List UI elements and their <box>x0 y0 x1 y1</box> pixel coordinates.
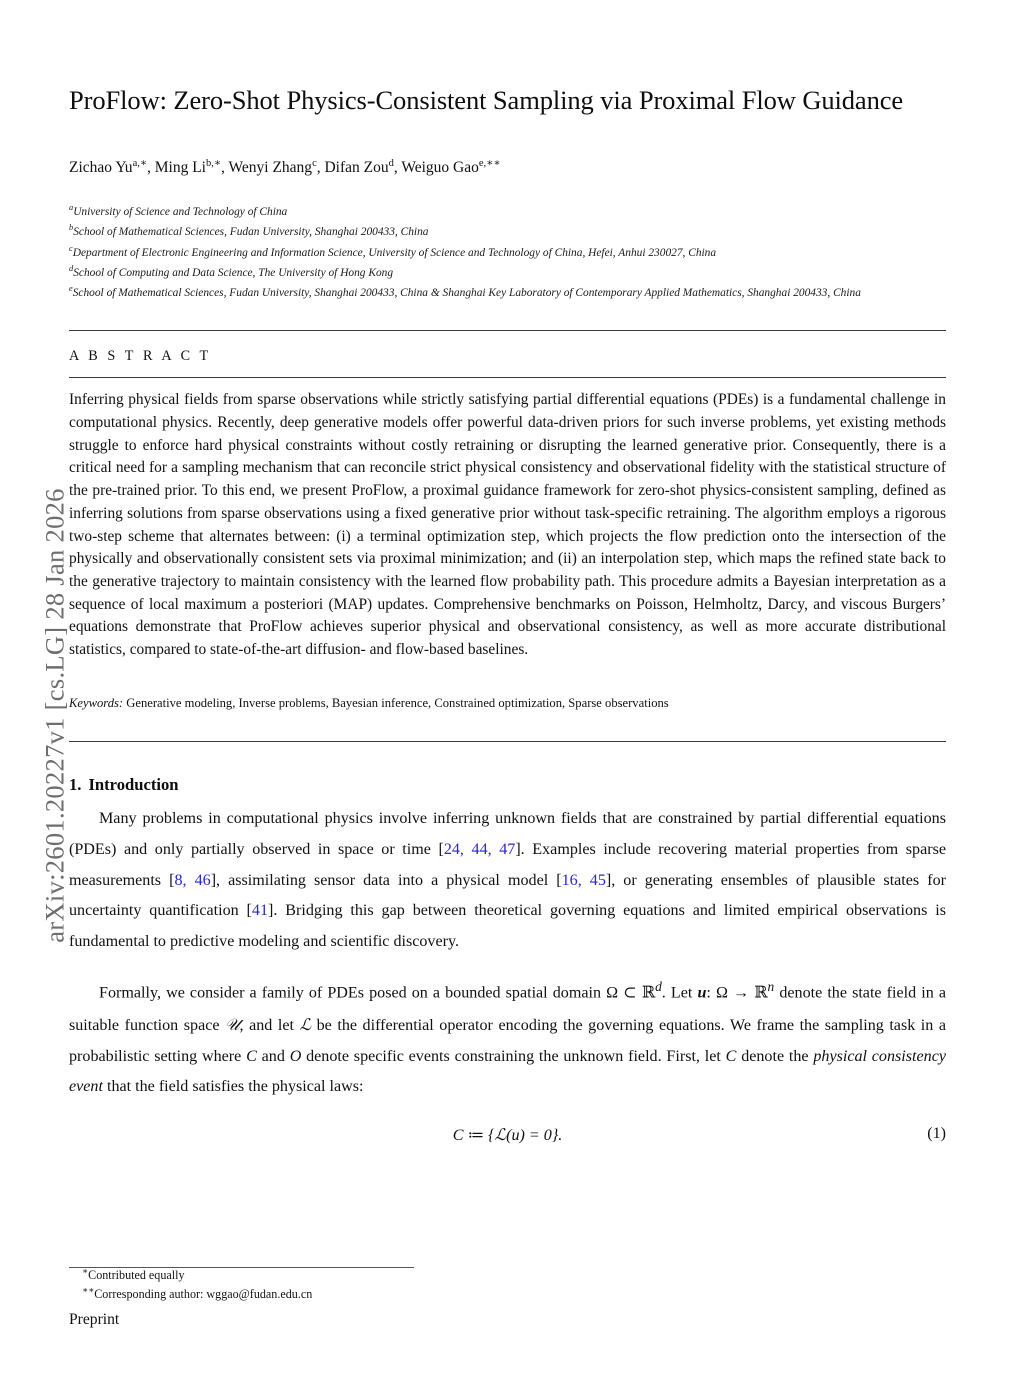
author-entry <box>69 159 147 176</box>
abstract-mid-rule <box>69 377 946 378</box>
equation-number: (1) <box>927 1125 946 1143</box>
author-entry <box>401 159 500 176</box>
affiliation-text: School of Mathematical Sciences, Fudan University, Shanghai 200433, China <box>73 226 429 239</box>
math-symbol-u: u <box>697 984 707 1002</box>
abstract-top-rule <box>69 330 946 331</box>
affiliation-text: Department of Electronic Engineering and Information Science, University of Science and Technology of China, Hefei, Anhui 230027, China <box>72 246 717 259</box>
affiliation-text: University of Science and Technology of China <box>73 205 288 218</box>
affiliation-item <box>69 221 946 241</box>
text-segment: ]. Bridging this gap between theoretical governing equations and limited empirical observations is fundamental to predictive modeling and scientific discovery. <box>69 902 946 951</box>
text-segment: ], assimilating sensor data into a physical model [ <box>210 871 562 889</box>
author-affiliation-mark: e,∗∗ <box>478 158 501 170</box>
affiliation-item <box>69 282 946 302</box>
math-superscript: d <box>655 979 662 995</box>
author-affiliation-mark: c <box>312 158 317 170</box>
affiliation-item <box>69 201 946 221</box>
author-affiliation-mark: d <box>388 158 394 170</box>
author-list: Zichao $Yu^{a,∗}$, Ming $Li^{b,∗}$, Wenyi Zhang$^c$, Difan Zou$^d$, Weiguo Gao$^{e,∗∗}$ <box>69 158 501 177</box>
affiliation-mark: c <box>69 243 73 253</box>
math-symbol-script-u: 𝒰 <box>225 1014 240 1034</box>
affiliation-mark: e <box>69 284 73 294</box>
section-heading-introduction <box>69 775 946 795</box>
author-entry <box>324 159 393 176</box>
preprint-label: Preprint <box>69 1311 120 1328</box>
footnote-mark: ∗ <box>82 1266 89 1276</box>
author-entry <box>155 159 221 176</box>
paragraph-intro-2 <box>69 974 946 1103</box>
abstract-text: Inferring physical fields from sparse observations while strictly satisfying partial differential equations (PDEs) is a fundamental challenge in computational physics. Recently, deep generative models offer powerful data-driven priors for such inverse problems, yet existing methods struggle to enforce hard physical constraints without costly retraining or disrupting the learned generative prior. Consequently, there is a critical need for a sampling mechanism that can reconcile strict physical consistency and observational fidelity with the statistical structure of the pre-trained prior. To this end, we present ProFlow, a proximal guidance framework for zero-shot physics-consistent sampling, defined as inferring solutions from sparse observations using a fixed generative prior without task-specific retraining. The algorithm employs a rigorous two-step scheme that alternates between: (i) a terminal optimization step, which projects the flow prediction onto the intersection of the physically and observationally consistent sets via proximal minimization; and (ii) an interpolation step, which maps the refined state back to the generative trajectory to maintain consistency with the learned flow probability path. This procedure admits a Bayesian interpretation as a sequence of local maximum a posteriori (MAP) updates. Comprehensive benchmarks on Poisson, Helmholtz, Darcy, and viscous Burgers’ equations demonstrate that ProFlow achieves superior physical and observational consistency, as well as more accurate distributional statistics, compared to state-of-the-art diffusion- and flow-based baselines. <box>69 391 946 659</box>
text-segment: Formally, we consider a family of PDEs posed on a bounded spatial domain Ω ⊂ ℝ <box>99 984 656 1002</box>
math-symbol-o: O <box>289 1047 302 1065</box>
affiliation-item <box>69 262 946 282</box>
page-title: ProFlow: Zero-Shot Physics-Consistent Sampling via Proximal Flow Guidance <box>69 85 904 115</box>
text-segment: denote the state field in a suitable function space <box>69 984 946 1034</box>
author-name: Zichao Yu <box>69 159 133 177</box>
affiliation-mark: b <box>69 223 74 233</box>
citation-ref[interactable]: 8, 46 <box>174 871 211 889</box>
footnote-text: Corresponding author: wggao@fudan.edu.cn <box>94 1287 313 1302</box>
equation-1 <box>69 1125 946 1145</box>
author-affiliation-mark: a,∗ <box>132 158 147 170</box>
citation-ref[interactable]: 24, 44, 47 <box>443 840 516 858</box>
citation-ref[interactable]: 41 <box>251 902 269 920</box>
equation-body: C ≔ {ℒ(u) = 0}. <box>452 1127 563 1145</box>
affiliation-mark: a <box>69 202 74 212</box>
text-segment: : Ω → ℝ <box>706 984 768 1002</box>
author-affiliation-mark: b,∗ <box>206 158 222 170</box>
affiliation-text: School of Computing and Data Science, The University of Hong Kong <box>73 266 394 279</box>
citation-ref[interactable]: 16, 45 <box>561 871 606 889</box>
text-segment: , and let <box>239 1016 300 1034</box>
math-symbol-c: C <box>246 1047 257 1065</box>
text-segment: and <box>256 1047 290 1065</box>
math-symbol-script-l: ℒ <box>299 1014 312 1034</box>
text-segment: Many problems in computational physics involve inferring unknown fields that are constrained by partial differential equations (PDEs) and only partially observed in space or time [ <box>69 809 946 858</box>
text-segment: ], or generating ensembles of plausible states for uncertainty quantification [ <box>69 871 947 920</box>
keywords-values: Generative modeling, Inverse problems, Bayesian inference, Constrained optimization, Sparse observations <box>126 695 669 710</box>
text-segment: . Let <box>661 984 698 1002</box>
author-name: Difan Zou <box>324 159 389 177</box>
keywords-line <box>69 694 946 713</box>
affiliation-mark: d <box>69 263 74 273</box>
math-superscript: n <box>767 979 775 995</box>
math-symbol-c: C <box>725 1047 737 1065</box>
author-name: Wenyi Zhang <box>228 159 313 177</box>
paper-content-column <box>69 0 946 1145</box>
keywords-label: Keywords: <box>69 695 124 710</box>
section-title: Introduction <box>88 774 179 794</box>
footnote-item <box>69 1284 669 1303</box>
arxiv-stamp: arXiv:2601.20227v1 [cs.LG] 28 Jan 2026 <box>39 488 70 943</box>
author-name: Weiguo Gao <box>401 159 479 177</box>
section-number: 1. <box>69 774 82 794</box>
author-entry <box>229 159 317 176</box>
paragraph-intro-1 <box>69 804 946 958</box>
affiliation-list <box>69 201 946 302</box>
footnote-text: Contributed equally <box>88 1268 185 1283</box>
footnote-item <box>69 1265 669 1284</box>
footnote-mark: ∗∗ <box>82 1285 95 1296</box>
affiliation-text: School of Mathematical Sciences, Fudan University, Shanghai 200433, China & Shanghai Key Laboratory of Contemporary Applied Mathematics, Shanghai 200433, China <box>72 286 861 299</box>
text-segment: denote the <box>736 1047 814 1065</box>
abstract-heading: A B S T R A C T <box>69 348 212 365</box>
author-name: Ming Li <box>154 159 206 177</box>
keywords-bottom-rule <box>69 741 946 742</box>
text-segment: ]. Examples include recovering material properties from sparse measurements [ <box>69 840 947 889</box>
text-segment: denote specific events constraining the unknown field. First, let <box>301 1047 726 1065</box>
text-segment: that the field satisfies the physical laws: <box>102 1078 364 1096</box>
text-segment: be the differential operator encoding the governing equations. We frame the sampling task in a probabilistic setting where <box>69 1016 946 1065</box>
footnote-block <box>69 1265 669 1304</box>
affiliation-item <box>69 242 946 262</box>
emphasized-term: physical consistency event <box>69 1047 946 1096</box>
